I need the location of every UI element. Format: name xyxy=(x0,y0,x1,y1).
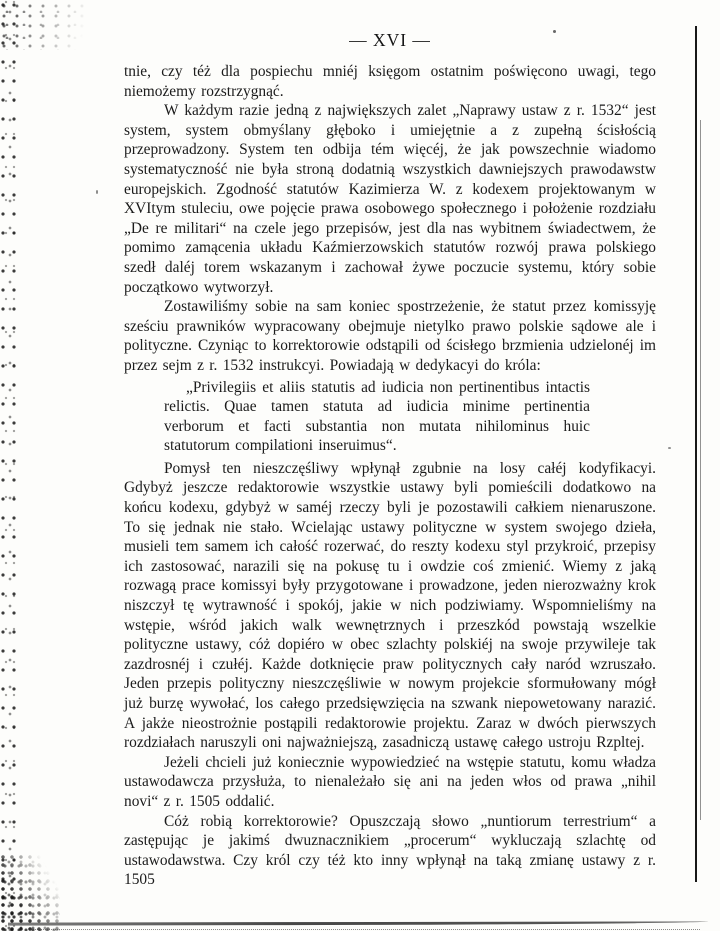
paragraph: Cóż robią korrektorowie? Opuszczają słowo „nuntiorum terrestrium“ a zastępując je jakimś dwuznacznikiem „procerum“ wykluczają szlachtę od ustawodawstwa. Czy król czy téż kto inny wpłynął na taką zmianę ustawy z r. 1505 xyxy=(124,812,656,889)
scan-noise-top-left-corner xyxy=(0,0,96,50)
scan-page-bottom-edge-faint-line xyxy=(30,929,700,930)
scan-speck xyxy=(668,447,671,449)
paragraph: Zostawiliśmy sobie na sam koniec spostrzeżenie, że statut przez komissyję sześciu prawników wypracowany obejmuje nietylko prawo polskie sądowe ale i polityczne. Czyniąc to korrektorowie odstąpili od ścisłego brzmienia udzielonéj im przez sejm z r. 1532 instrukcyi. Powiadają w dedykacyi do króla: xyxy=(124,298,656,374)
scan-speck xyxy=(96,190,98,194)
paragraph: tnie, czy téż dla pospiechu mniéj księgom ostatnim poświęcono uwagi, tego niemożemy rozstrzygnąć. xyxy=(124,63,656,100)
latin-quote-block: „Privilegiis et aliis statutis ad iudicia non pertinentibus intactis relictis. Quae tamen statuta ad iudicia minime pertinentia verborum et facti substantia non mutata nihilominus huic statutorum compilationi inseruimus“. xyxy=(164,378,590,455)
text-block xyxy=(124,62,656,890)
paragraph: W każdym razie jedną z największych zalet „Naprawy ustaw z r. 1532“ jest system, system obmyślany głęboko i umiejętnie a z zupełną ścisłością przeprowadzony. System ten odbija tém więcéj, że jak powszechnie wiadomo systematyczność nie była stroną dodatnią wszystkich dawniejszych prawodawstw europejskich. Zgodność statutów Kazimierza W. z kodexem projektowanym w XVItym stuleciu, owe pojęcie prawa osobowego społecznego i położenie rozdziału „De re militari“ na czele jego przepisów, jest dla nas wybitnem świadectwem, że pomimo zamącenia układu Kaźmierzowskich statutów rozwój prawa polskiego szedł daléj torem wskazanym i zachował żywe poczucie systemu, który sobie początkowo wytworzył. xyxy=(124,102,656,296)
scan-noise-left-edge xyxy=(0,0,17,931)
scan-page-right-edge-line xyxy=(695,26,697,882)
paragraph: Jeżeli chcieli już koniecznie wypowiedzieć na wstępie statutu, komu władza ustawodawcza przysłuża, to nienależało się ani na jeden włos od prawa „nihil novi“ z r. 1505 oddalić. xyxy=(124,753,656,810)
paragraph: Pomysł ten nieszczęśliwy wpłynął zgubnie na losy całéj kodyfikacyi. Gdybyż jeszcze redaktorowie wszystkie ustawy byli pomieścili dodatkowo na końcu kodexu, gdybyż w saméj rzeczy byli je pozostawili całkiem nienaruszone. To się jednak nie stało. Wcielając ustawy polityczne w system swojego dzieła, musieli tem samem ich całość rozerwać, do reszty kodexu styl przykroić, przepisy ich zastosować, narazili się na pokusę tu i owdzie coś zmienić. Wiemy z jaką rozwagą prace komissyi były przygotowane i prowadzone, jeden nierozważny krok niszczył tę wytrawność i spokój, jakie w nich podziwiamy. Wspomnieliśmy na wstępie, wśród jakich walk wewnętrznych i przeszkód powstają wszelkie polityczne ustawy, cóż dopiéro w obec szlachty polskiéj na swoje przywileje tak zazdrosnéj i czułéj. Każde dotknięcie praw politycznych cały naród wzruszało. Jeden przepis polityczny nieszczęśliwie w nowym projekcie sformułowany mógł już burzę wywołać, los całego przedsięwzięcia na szwank niepowetowany narazić. A jakże nieostrożnie postąpili redaktorowie projektu. Zaraz w dwóch pierwszych rozdziałach naruszyli oni najważniejszą, zasadniczą ustawę całego ustroju Rzpltej. xyxy=(124,459,656,752)
page-number-header: — XVI — xyxy=(349,30,431,50)
scan-page-bottom-edge-line xyxy=(8,921,708,925)
scan-noise-bottom-left-corner xyxy=(0,853,60,931)
scan-page-right-edge-shadow xyxy=(700,120,701,820)
